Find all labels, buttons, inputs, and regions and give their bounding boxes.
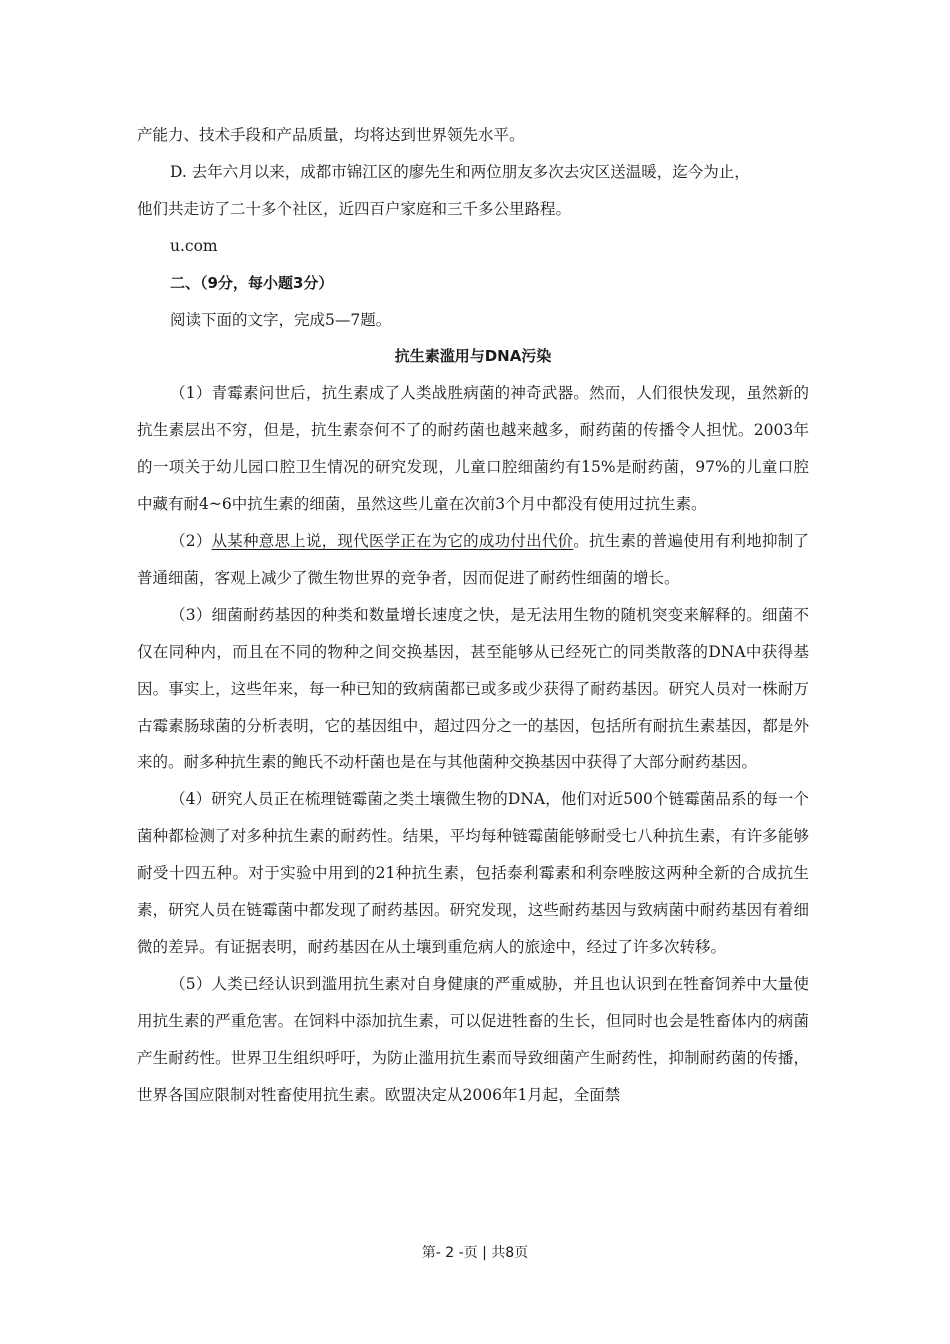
paragraph-4: （4）研究人员正在梳理链霉菌之类土壤微生物的DNA，他们对近500个链霉菌品系的每一个菌种都检测了对多种抗生素的耐药性。结果，平均每种链霉菌能够耐受七八种抗生素，有许多能够耐受十四五种。对于实验中用到的21种抗生素，包括泰利霉素和利奈唑胺这两种全新的合成抗生素，研究人员在链霉菌中都发现了耐药基因。研究发现，这些耐药基因与致病菌中耐药基因有着细微的差异。有证据表明，耐药基因在从土壤到重危病人的旅途中，经过了许多次转移。 bbox=[137, 790, 809, 956]
section-heading: 二、（9分，每小题3分） bbox=[170, 273, 334, 292]
text-line: 产能力、技术手段和产品质量，均将达到世界领先水平。 bbox=[137, 126, 525, 144]
stray-text: u.com bbox=[170, 236, 218, 255]
page-footer: 第- 2 -页 | 共8页 bbox=[421, 1245, 529, 1261]
paragraph-2-text: 。抗生素的普遍使用有利地抑制了普通细菌，客观上减少了微生物世界的竞争者，因而促进了耐药性细菌的增长。 bbox=[137, 531, 809, 587]
paragraph-1: （1）青霉素问世后，抗生素成了人类战胜病菌的神奇武器。然而，人们很快发现，虽然新的抗生素层出不穷，但是，抗生素奈何不了的耐药菌也越来越多，耐药菌的传播令人担忧。2003年的一项关于幼儿园口腔卫生情况的研究发现，儿童口腔细菌约有15%是耐药菌，97%的儿童口腔中藏有耐4~6中抗生素的细菌，虽然这些儿童在次前3个月中都没有使用过抗生素。 bbox=[137, 384, 809, 514]
paragraph-5: （5）人类已经认识到滥用抗生素对自身健康的严重威胁，并且也认识到在牲畜饲养中大量使用抗生素的严重危害。在饲料中添加抗生素，可以促进牲畜的生长，但同时也会是牲畜体内的病菌产生耐药性。世界卫生组织呼吁，为防止滥用抗生素而导致细菌产生耐药性，抑制耐药菌的传播，世界各国应限制对牲畜使用抗生素。欧盟决定从2006年1月起，全面禁 bbox=[137, 974, 809, 1104]
text-line: 他们共走访了二十多个社区，近四百户家庭和三千多公里路程。 bbox=[137, 199, 572, 218]
paragraph-2-number: （2） bbox=[170, 531, 212, 550]
paragraph-3: （3）细菌耐药基因的种类和数量增长速度之快，是无法用生物的随机突变来解释的。细菌不仅在同种内，而且在不同的物种之间交换基因，甚至能够从已经死亡的同类散落的DNA中获得基因。事实上，这些年来，每一种已知的致病菌都已或多或少获得了耐药基因。研究人员对一株耐万古霉素肠球菌的分析表明，它的基因组中，超过四分之一的基因，包括所有耐抗生素基因，都是外来的。耐多种抗生素的鲍氏不动杆菌也是在与其他菌种交换基因中获得了大部分耐药基因。 bbox=[137, 605, 809, 772]
option-d: D. 去年六月以来，成都市锦江区的廖先生和两位朋友多次去灾区送温暖，迄今为止， bbox=[170, 162, 750, 181]
reading-instruction: 阅读下面的文字，完成5—7题。 bbox=[170, 310, 392, 329]
underlined-sentence: 从某种意思上说，现代医学正在为它的成功付出代价 bbox=[211, 531, 574, 550]
article-title: 抗生素滥用与DNA污染 bbox=[394, 347, 552, 366]
paragraph-2 bbox=[137, 523, 809, 597]
document-body bbox=[137, 117, 809, 1113]
